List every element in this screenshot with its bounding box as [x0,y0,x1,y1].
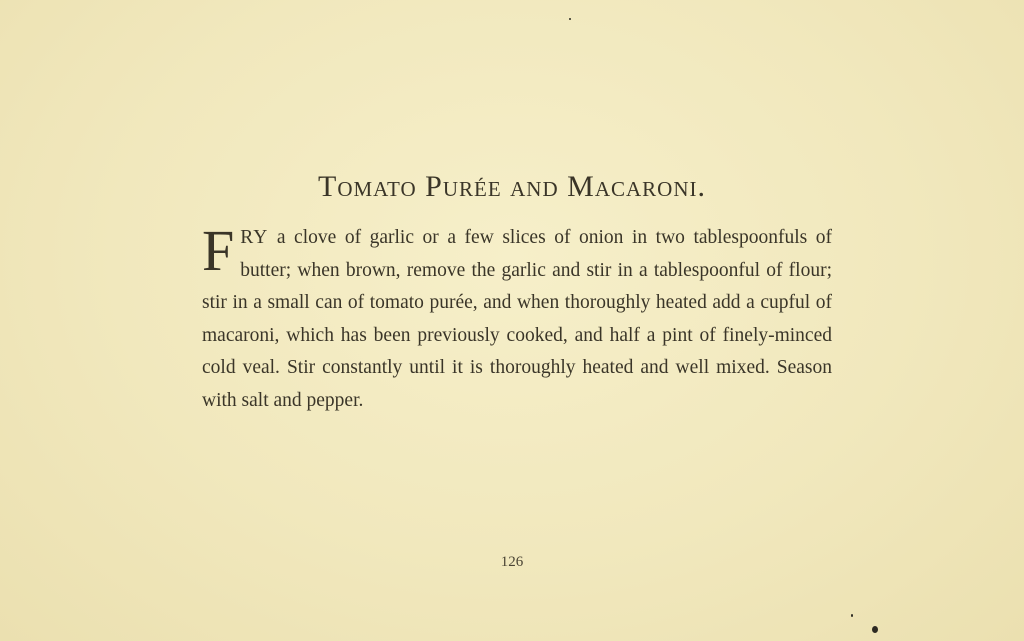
lead-word: RY [240,227,269,248]
paper-speck [851,614,853,617]
recipe-text [202,218,833,417]
drop-cap: F [202,218,235,283]
paper-speck [872,626,878,633]
page-number: 126 [500,554,524,570]
recipe-title: Tomato Purée and Macaroni. [318,170,706,203]
recipe-body: a clove of garlic or a few slices of onion in two tablespoonfuls of butter; when brown, remove the garlic and stir in a tablespoonful of flour; stir in a small can of tomato purée, and when thoroughly heated add a cupful of macaroni, which has been previously cooked, and half a pint of finely-minced cold veal. Stir constantly until it is thoroughly heated and well mixed. Season with salt and pepper. [202,227,833,411]
paper-speck [569,18,571,20]
